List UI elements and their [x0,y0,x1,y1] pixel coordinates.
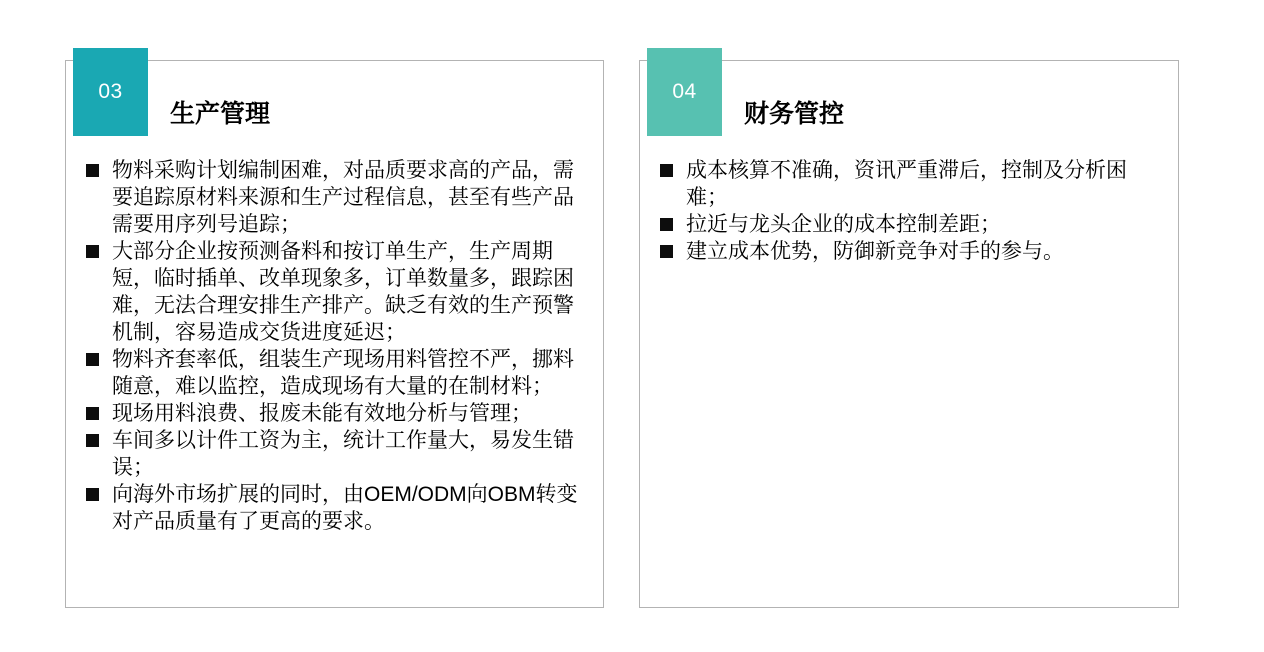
card-production-management [65,60,604,608]
bullet-text: 车间多以计件工资为主，统计工作量大，易发生错误； [112,429,574,479]
bullet-item [86,427,589,481]
bullet-square-icon [86,164,99,177]
bullet-text: 物料采购计划编制困难，对品质要求高的产品，需要追踪原材料来源和生产过程信息，甚至有些产品需要用序列号追踪； [112,159,574,236]
bullet-text: 成本核算不准确，资讯严重滞后，控制及分析困难； [686,159,1127,209]
bullet-item [660,211,1164,238]
card-number-badge [647,48,722,136]
bullet-item [86,400,589,427]
bullet-item [86,346,589,400]
bullet-square-icon [86,245,99,258]
bullet-text: 拉近与龙头企业的成本控制差距； [686,213,1001,236]
bullet-text: 物料齐套率低，组装生产现场用料管控不严，挪料随意，难以监控，造成现场有大量的在制材料； [112,348,574,398]
card-title: 生产管理 [170,100,271,128]
bullet-text: 向海外市场扩展的同时，由OEM/ODM向OBM转变对产品质量有了更高的要求。 [112,483,578,533]
bullet-item [86,238,589,346]
bullet-square-icon [86,353,99,366]
bullet-text: 现场用料浪费、报废未能有效地分析与管理； [112,402,532,425]
bullet-item [660,238,1164,265]
bullet-item [86,157,589,238]
bullet-square-icon [660,218,673,231]
bullet-square-icon [660,164,673,177]
bullet-square-icon [86,407,99,420]
card-number-badge [73,48,148,136]
bullet-item [660,157,1164,211]
bullet-list [660,157,1164,265]
card-title: 财务管控 [744,100,845,128]
bullet-square-icon [86,434,99,447]
bullet-square-icon [660,245,673,258]
bullet-text: 大部分企业按预测备料和按订单生产，生产周期短，临时插单、改单现象多，订单数量多，跟踪困难，无法合理安排生产排产。缺乏有效的生产预警机制，容易造成交货进度延迟； [112,240,574,344]
bullet-text: 建立成本优势，防御新竞争对手的参与。 [686,240,1064,263]
card-number: 03 [98,80,123,103]
bullet-item [86,481,589,535]
bullet-list [86,157,589,535]
card-finance-control [639,60,1179,608]
bullet-square-icon [86,488,99,501]
card-number: 04 [672,80,697,103]
